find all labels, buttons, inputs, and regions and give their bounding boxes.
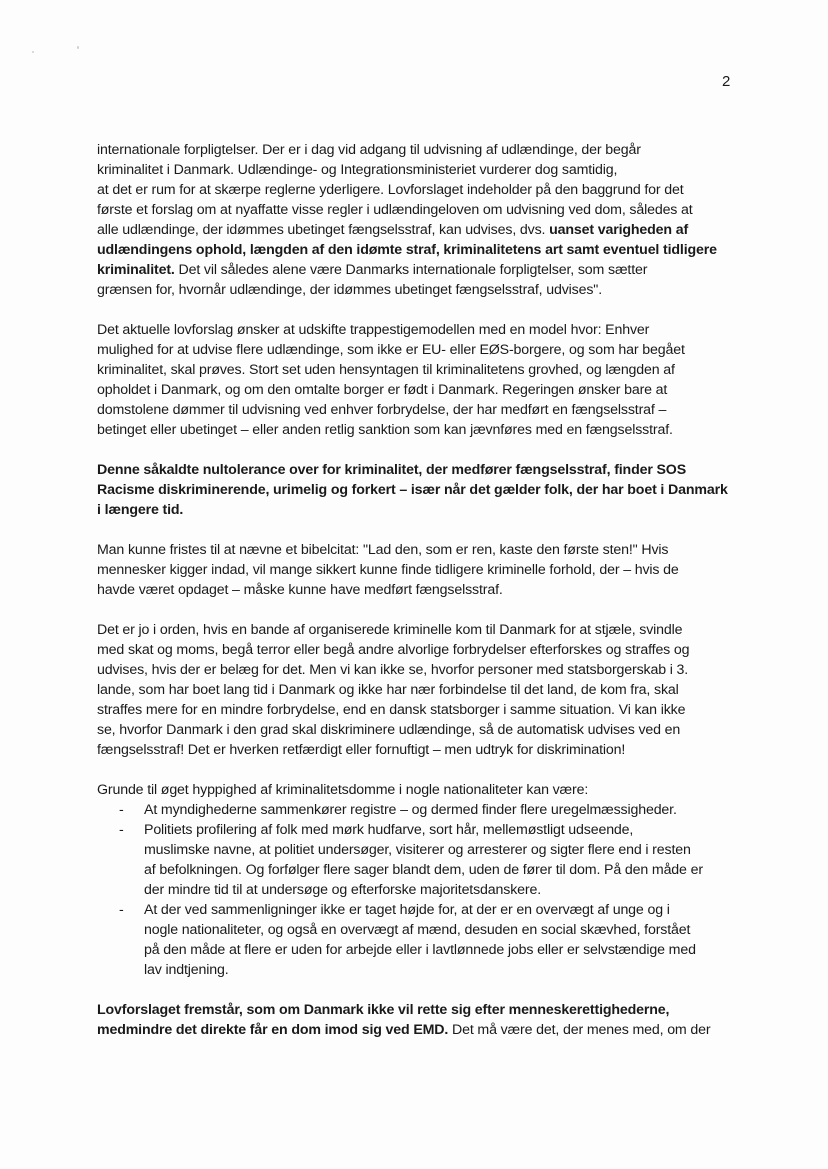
reasons-list [97, 800, 757, 980]
text-line [97, 260, 757, 280]
text-line [97, 340, 757, 360]
bold-text: kriminalitet. [97, 262, 175, 278]
text-line [97, 720, 757, 740]
text-run: grænsen for, hvornår udlændinge, der idømmes ubetinget fængselsstraf, udvises". [97, 282, 602, 298]
text-line [97, 140, 757, 160]
text-line [97, 620, 757, 640]
text-run: Det er jo i orden, hvis en bande af organiserede kriminelle kom til Danmark for at stjæle, svindle [97, 622, 683, 638]
text-line: nogle nationaliteter, og også en overvægt af mænd, desuden en social skævhed, forstået [144, 922, 691, 938]
text-run: mulighed for at udvise flere udlændinge, som ikke er EU- eller EØS-borgere, og som har begået [97, 342, 685, 358]
text-run: opholdet i Danmark, og om den omtalte borger er født i Danmark. Regeringen ønsker bare at [97, 382, 668, 398]
text-line [97, 640, 757, 660]
text-line: muslimske navne, at politiet undersøger, visiterer og arresterer og sigter flere end i resten [144, 842, 691, 858]
text-line [97, 360, 757, 380]
text-line [97, 660, 757, 680]
text-run: havde været opdaget – måske kunne have medført fængselsstraf. [97, 582, 503, 598]
list-intro [97, 780, 757, 800]
paragraph [97, 540, 757, 600]
text-run: Det må være det, der menes med, om der [448, 1022, 711, 1038]
emphasis-paragraph [97, 460, 757, 520]
text-line [97, 560, 757, 580]
text-line: Grunde til øget hyppighed af kriminalitetsdomme i nogle nationaliteter kan være: [97, 782, 589, 798]
text-line [97, 240, 757, 260]
text-line [97, 580, 757, 600]
text-run: Det aktuelle lovforslag ønsker at udskifte trappestigemodellen med en model hvor: Enhver [97, 322, 650, 338]
text-run: domstolene dømmer til udvisning ved enhver forbrydelse, der har medført en fængselsstraf – [97, 402, 667, 418]
text-line: lav indtjening. [144, 962, 229, 978]
paragraph-group [97, 140, 757, 760]
bold-text: uanset varigheden af [549, 222, 689, 238]
text-run: kriminalitet i Danmark. Udlændinge- og Integrationsministeriet vurderer dog samtidig, [97, 162, 618, 178]
text-line: At der ved sammenligninger ikke er taget højde for, at der er en overvægt af unge og i [144, 902, 670, 918]
text-line [97, 220, 757, 240]
text-run: fængselsstraf! Det er hverken retfærdigt eller fornuftigt – men udtryk for diskrimination! [97, 742, 626, 758]
text-line [97, 280, 757, 300]
text-run: udvises, hvis der er belæg for det. Men vi kan ikke se, hvorfor personer med statsborgerskab i 3. [97, 662, 689, 678]
closing-paragraph [97, 1000, 757, 1040]
text-line [97, 460, 757, 480]
list-item [97, 820, 757, 900]
text-run: Denne såkaldte nultolerance over for kriminalitet, der medfører fængselsstraf, finder SOS [97, 462, 687, 478]
text-line [97, 200, 757, 220]
text-run: Racisme diskriminerende, urimelig og forkert – især når det gælder folk, der har boet i Danmark [97, 482, 728, 498]
text-run: betinget eller ubetinget – eller anden retlig sanktion som kan jævnføres med en fængselsstraf. [97, 422, 673, 438]
text-run: se, hvorfor Danmark i den grad skal diskriminere udlændinge, så de automatisk udvises ved en [97, 722, 681, 738]
text-run: internationale forpligtelser. Der er i dag vid adgang til udvisning af udlændinge, der begår [97, 142, 641, 158]
bold-text: Lovforslaget fremstår, som om Danmark ikke vil rette sig efter menneskerettighederne, [97, 1002, 670, 1018]
paragraph [97, 320, 757, 440]
text-line: på den måde at flere er uden for arbejde eller i lavtlønnede jobs eller er selvstændige med [144, 942, 696, 958]
bullet-marker: - [119, 902, 124, 918]
text-run: Det vil således alene være Danmarks internationale forpligtelser, som sætter [174, 262, 648, 278]
text-line: af befolkningen. Og forfølger flere sager blandt dem, uden de fører til dom. På den måde er [144, 862, 703, 878]
text-line [97, 180, 757, 200]
text-run: at det er rum for at skærpe reglerne yderligere. Lovforslaget indeholder på den baggrund for det [97, 182, 684, 198]
text-line [97, 1000, 757, 1020]
text-line [97, 700, 757, 720]
text-line [97, 740, 757, 760]
page-number: 2 [722, 73, 731, 90]
scan-speck [77, 46, 79, 49]
scan-speck [32, 51, 34, 53]
paragraph [97, 620, 757, 760]
text-run: mennesker kigger indad, vil mange sikkert kunne finde tidligere kriminelle forhold, der – hvis de [97, 562, 679, 578]
text-line [97, 400, 757, 420]
paragraph [97, 140, 757, 300]
text-line [97, 420, 757, 440]
list-item [97, 800, 757, 820]
text-run: første et forslag om at nyaffatte visse regler i udlændingeloven om udvisning ved dom, således at [97, 202, 693, 218]
list-item [97, 900, 757, 980]
bold-text: medmindre det direkte får en dom imod sig ved EMD. [97, 1022, 449, 1038]
text-line: der mindre tid til at undersøge og efterforske majoritetsdanskere. [144, 882, 542, 898]
text-line: At myndighederne sammenkører registre – og dermed finder flere uregelmæssigheder. [144, 802, 677, 818]
text-line [97, 1020, 757, 1040]
text-run: lande, som har boet lang tid i Danmark og ikke har nær forbindelse til det land, de kom fra, skal [97, 682, 679, 698]
text-line [97, 480, 757, 500]
bullet-marker: - [119, 802, 124, 818]
bold-text: udlændingens ophold, længden af den idømte straf, kriminalitetens art samt eventuel tidligere [97, 242, 717, 258]
text-run: med skat og moms, begå terror eller begå andre alvorlige forbrydelser efterforskes og straffes og [97, 642, 690, 658]
text-run: kriminalitet, skal prøves. Stort set uden hensyntagen til kriminalitetens grovhed, og længden af [97, 362, 675, 378]
text-line [97, 380, 757, 400]
text-line [97, 500, 757, 520]
text-line [97, 320, 757, 340]
bullet-marker: - [119, 822, 124, 838]
text-run: alle udlændinge, der idømmes ubetinget fængselsstraf, kan udvises, dvs. [97, 222, 550, 238]
text-line [97, 680, 757, 700]
text-run: Man kunne fristes til at nævne et bibelcitat: "Lad den, som er ren, kaste den første sten!" Hvis [97, 542, 669, 558]
text-line [97, 540, 757, 560]
document-body [97, 140, 757, 1040]
text-line: Politiets profilering af folk med mørk hudfarve, sort hår, mellemøstligt udseende, [144, 822, 634, 838]
text-line [97, 160, 757, 180]
text-run: straffes mere for en mindre forbrydelse, end en dansk statsborger i samme situation. Vi kan ikke [97, 702, 686, 718]
text-run: i længere tid. [97, 502, 184, 518]
